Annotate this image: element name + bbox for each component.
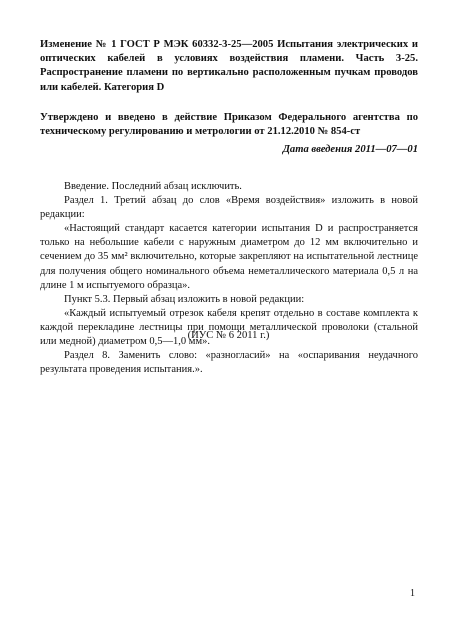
approval-statement: Утверждено и введено в действие Приказом Федерального агентства по техническому регулированию и метрологии от 21.12.2010 № 854-ст [40,112,418,138]
page-number: 1 [410,588,415,599]
source-reference: (ИУС № 6 2011 г.) [187,330,270,341]
document-body [40,180,418,377]
body-paragraph-introduction: Введение. Последний абзац исключить. [64,181,242,192]
body-paragraph-clause-quote: «Каждый испытуемый отрезок кабеля крепят отдельно в составе комплекта к каждой перекладине лестницы при помощи металлической проволоки (стальной или медной) диаметром 0,5—1,0 мм». [40,307,418,348]
body-paragraph-standard-quote: «Настоящий стандарт касается категории испытания D и распространяется только на небольшие кабели с наружным диаметром до 12 мм включительно и сечением до 35 мм² включительно, которые закрепляют на испытательной лестнице для получения общего номинального объема неметаллического материала 0,5 л на длине 1 м испытуемого образца». [40,223,418,291]
body-paragraph-clause-5-3: Пункт 5.3. Первый абзац изложить в новой редакции: [64,293,305,305]
body-paragraph-section-8: Раздел 8. Заменить слово: «разногласий» на «оспаривания неудачного результата проведения испытания.». [40,350,418,376]
document-title: Изменение № 1 ГОСТ Р МЭК 60332-3-25—2005 Испытания электрических и оптических кабелей в условиях воздействия пламени. Часть 3-25. Распространение пламени по вертикально расположенным пучкам проводов или кабелей. Категория D [40,39,418,93]
body-paragraph-section-1: Раздел 1. Третий абзац до слов «Время воздействия» изложить в новой редакции: [40,195,418,221]
effective-date: Дата введения 2011—07—01 [282,144,418,155]
